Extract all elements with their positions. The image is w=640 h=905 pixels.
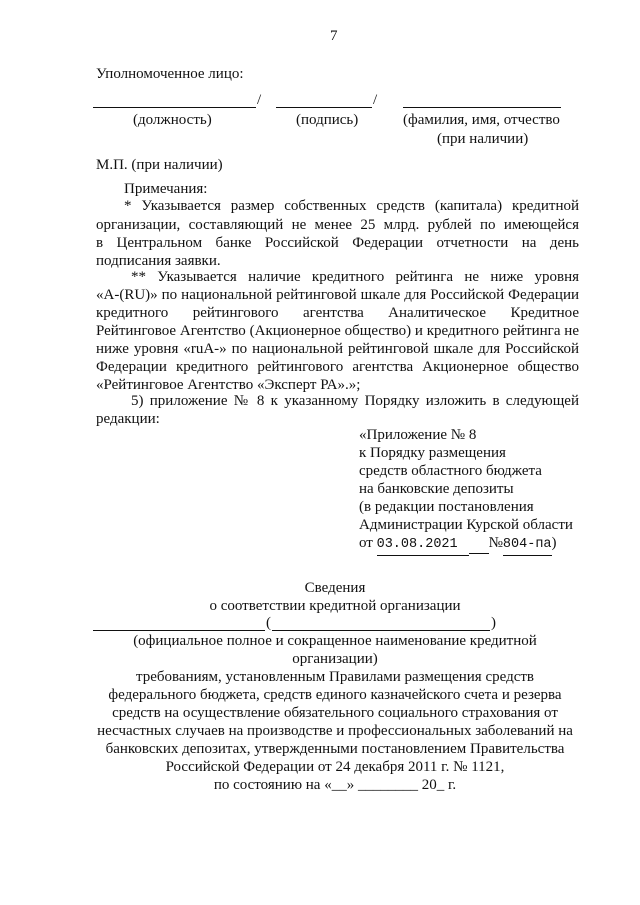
- paren-close: ): [491, 615, 496, 631]
- signature-caption: (подпись): [296, 112, 359, 128]
- note1-line: * Указывается размер собственных средств (капитала) кредитной: [124, 198, 579, 214]
- decree-number: 804-па: [503, 535, 552, 556]
- org-name-caption-2: организации): [292, 651, 378, 667]
- name-blank-line: [403, 107, 561, 108]
- paren-open: (: [266, 615, 271, 631]
- number-sign: №: [488, 535, 503, 551]
- authorized-person-label: Уполномоченное лицо:: [96, 66, 244, 82]
- org-name-caption: (официальное полное и сокращенное наименование кредитной: [133, 633, 537, 649]
- full-name-caption: (фамилия, имя, отчество: [403, 112, 560, 128]
- note1-line: в Центральном банке Российской Федерации отчетности на день: [96, 235, 579, 251]
- as-of-date-line: по состоянию на «__» ________ 20_ г.: [213, 777, 457, 793]
- appendix-line: средств областного бюджета: [359, 463, 542, 479]
- note2-line: ниже уровня «ruA-» по национальной рейтинговой шкале для Российской: [96, 341, 579, 357]
- appendix-line: (в редакции постановления: [359, 499, 534, 515]
- info-title: Сведения: [304, 580, 366, 596]
- note1-line: организации, составляющий не менее 25 млрд. рублей по имеющейся: [96, 217, 579, 233]
- separator-slash: /: [373, 92, 378, 108]
- close-paren: ): [551, 535, 557, 551]
- note2-line: «A-(RU)» по национальной рейтинговой шкале для Российской Федерации: [96, 287, 579, 303]
- appendix-line: Администрации Курской области: [359, 517, 573, 533]
- requirements-line: несчастных случаев на производстве и профессиональных заболеваний на: [97, 723, 573, 739]
- requirements-line: средств на осуществление обязательного социального страхования от: [112, 705, 558, 721]
- page-number: 7: [330, 28, 338, 44]
- date-blank: [469, 533, 489, 554]
- decree-date: 03.08.2021: [377, 535, 469, 556]
- note2-line: Федерации кредитного рейтингового агентства Акционерное общество: [96, 359, 579, 375]
- note2-line: Рейтинговое Агентство (Акционерное общество) и кредитного рейтинга не: [96, 323, 579, 339]
- appendix-line: на банковские депозиты: [359, 481, 514, 497]
- signature-blank-line: [276, 107, 372, 108]
- appendix-line: «Приложение № 8: [359, 427, 477, 443]
- note2-line: «Рейтинговое Агентство «Эксперт РА».»;: [96, 377, 361, 393]
- item5-line: 5) приложение № 8 к указанному Порядку изложить в следующей: [131, 393, 579, 409]
- requirements-line: банковских депозитах, утвержденными постановлением Правительства: [105, 741, 565, 757]
- appendix-date-line: [359, 533, 557, 556]
- seal-label: М.П. (при наличии): [96, 157, 223, 173]
- note2-line: ** Указывается наличие кредитного рейтинга не ниже уровня: [131, 269, 579, 285]
- appendix-line: к Порядку размещения: [359, 445, 506, 461]
- requirements-line: федерального бюджета, средств единого казначейского счета и резерва: [108, 687, 562, 703]
- note2-line: кредитного рейтингового агентства Аналитическое Кредитное: [96, 305, 579, 321]
- position-blank-line: [93, 107, 256, 108]
- requirements-line: требованиям, установленным Правилами размещения средств: [136, 669, 534, 685]
- requirements-line: Российской Федерации от 24 декабря 2011 г. № 1121,: [165, 759, 505, 775]
- full-name-caption-2: (при наличии): [437, 131, 529, 147]
- item5-line: редакции:: [96, 411, 160, 427]
- notes-heading: Примечания:: [124, 181, 208, 197]
- from-label: от: [359, 535, 373, 551]
- position-caption: (должность): [133, 112, 212, 128]
- info-subtitle: о соответствии кредитной организации: [209, 598, 461, 614]
- separator-slash: /: [257, 92, 262, 108]
- note1-line: подписания заявки.: [96, 253, 221, 269]
